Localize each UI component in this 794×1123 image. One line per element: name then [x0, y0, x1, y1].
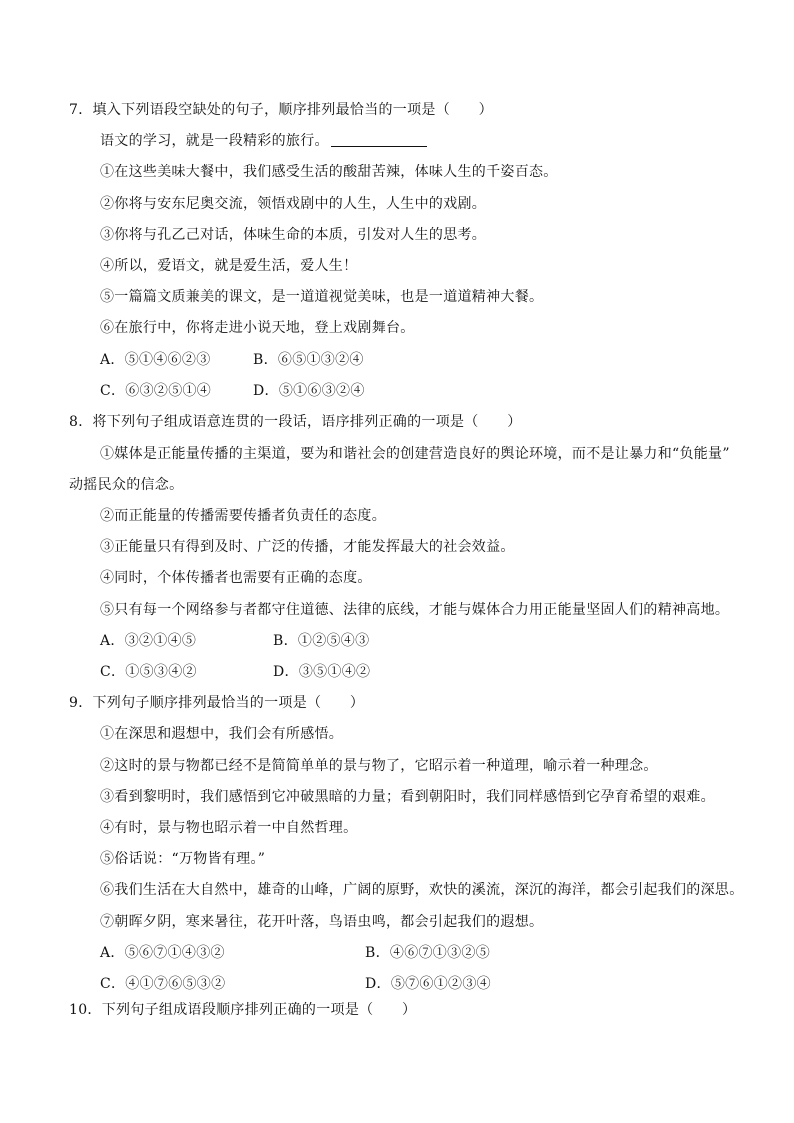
question-9-stem: 9．下列句子顺序排列最恰当的一项是（ ）	[69, 695, 365, 711]
question-9-item: ③看到黎明时，我们感悟到它冲破黑暗的力量；看到朝阳时，我们同样感悟到它孕育希望的艰难。	[100, 789, 715, 805]
question-7-stem: 7．填入下列语段空缺处的句子，顺序排列最恰当的一项是（ ）	[69, 102, 493, 118]
question-9-item: ④有时，景与物也昭示着一中自然哲理。	[100, 820, 358, 836]
question-8-stem: 8．将下列句子组成语意连贯的一段话，语序排列正确的一项是（ ）	[69, 414, 522, 430]
question-8-option-c: C．①⑤③④②	[100, 664, 197, 680]
question-8-option-d: D．③⑤①④②	[273, 664, 371, 680]
question-8-option-b: B．①②⑤④③	[273, 633, 370, 649]
question-7-lead-text: 语文的学习，就是一段精彩的旅行。	[100, 133, 329, 149]
question-8-item: ①媒体是正能量传播的主渠道，要为和谐社会的创建营造良好的舆论环境，而不是让暴力和“负能量”	[100, 446, 730, 462]
question-7-option-a: A．⑤①④⑥②③	[100, 352, 211, 368]
question-7-option-c: C．⑥③②⑤①④	[100, 383, 212, 399]
question-8-item-continuation: 动摇民众的信念。	[69, 477, 184, 493]
question-9-item: ①在深思和遐想中，我们会有所感悟。	[100, 726, 344, 742]
question-9-option-d: D．⑤⑦⑥①②③④	[365, 976, 491, 992]
question-7-item: ③你将与孔乙己对话，体味生命的本质，引发对人生的思考。	[100, 227, 487, 243]
question-10-stem: 10．下列句子组成语段顺序排列正确的一项是（ ）	[69, 1002, 417, 1018]
question-7-item: ④所以，爱语文，就是爱生活，爱人生！	[100, 258, 358, 274]
question-8-option-a: A．③②①④⑤	[100, 633, 197, 649]
question-9-item: ②这时的景与物都已经不是简简单单的景与物了，它昭示着一种道理，喻示着一种理念。	[100, 758, 658, 774]
answer-blank	[331, 132, 427, 147]
question-7-item: ⑤一篇篇文质兼美的课文，是一道道视觉美味，也是一道道精神大餐。	[100, 289, 544, 305]
question-7-item: ⑥在旅行中，你将走进小说天地，登上戏剧舞台。	[100, 320, 415, 336]
question-9-item: ⑦朝晖夕阴，寒来暑往，花开叶落，鸟语虫鸣，都会引起我们的遐想。	[100, 914, 544, 930]
question-9-item: ⑤俗话说：“万物皆有理。”	[100, 851, 266, 867]
question-8-item: ④同时，个体传播者也需要有正确的态度。	[100, 570, 372, 586]
question-8-item: ⑤只有每一个网络参与者都守住道德、法律的底线，才能与媒体合力用正能量坚固人们的精神高地。	[100, 602, 730, 618]
question-8-item: ②而正能量的传播需要传播者负责任的态度。	[100, 508, 386, 524]
question-9-option-c: C．④①⑦⑥⑤③②	[100, 976, 226, 992]
question-7-item: ①在这些美味大餐中，我们感受生活的酸甜苦辣，体味人生的千姿百态。	[100, 164, 558, 180]
question-7-lead	[100, 131, 427, 151]
question-9-option-b: B．④⑥⑦①③②⑤	[365, 945, 490, 961]
question-8-item: ③正能量只有得到及时、广泛的传播，才能发挥最大的社会效益。	[100, 539, 515, 555]
question-7-option-b: B．⑥⑤①③②④	[253, 352, 364, 368]
question-9-item: ⑥我们生活在大自然中，雄奇的山峰，广阔的原野，欢快的溪流，深沉的海洋，都会引起我们的深思。	[100, 882, 744, 898]
question-9-option-a: A．⑤⑥⑦①④③②	[100, 945, 225, 961]
question-7-item: ②你将与安东尼奥交流，领悟戏剧中的人生，人生中的戏剧。	[100, 196, 487, 212]
question-7-option-d: D．⑤①⑥③②④	[253, 383, 365, 399]
